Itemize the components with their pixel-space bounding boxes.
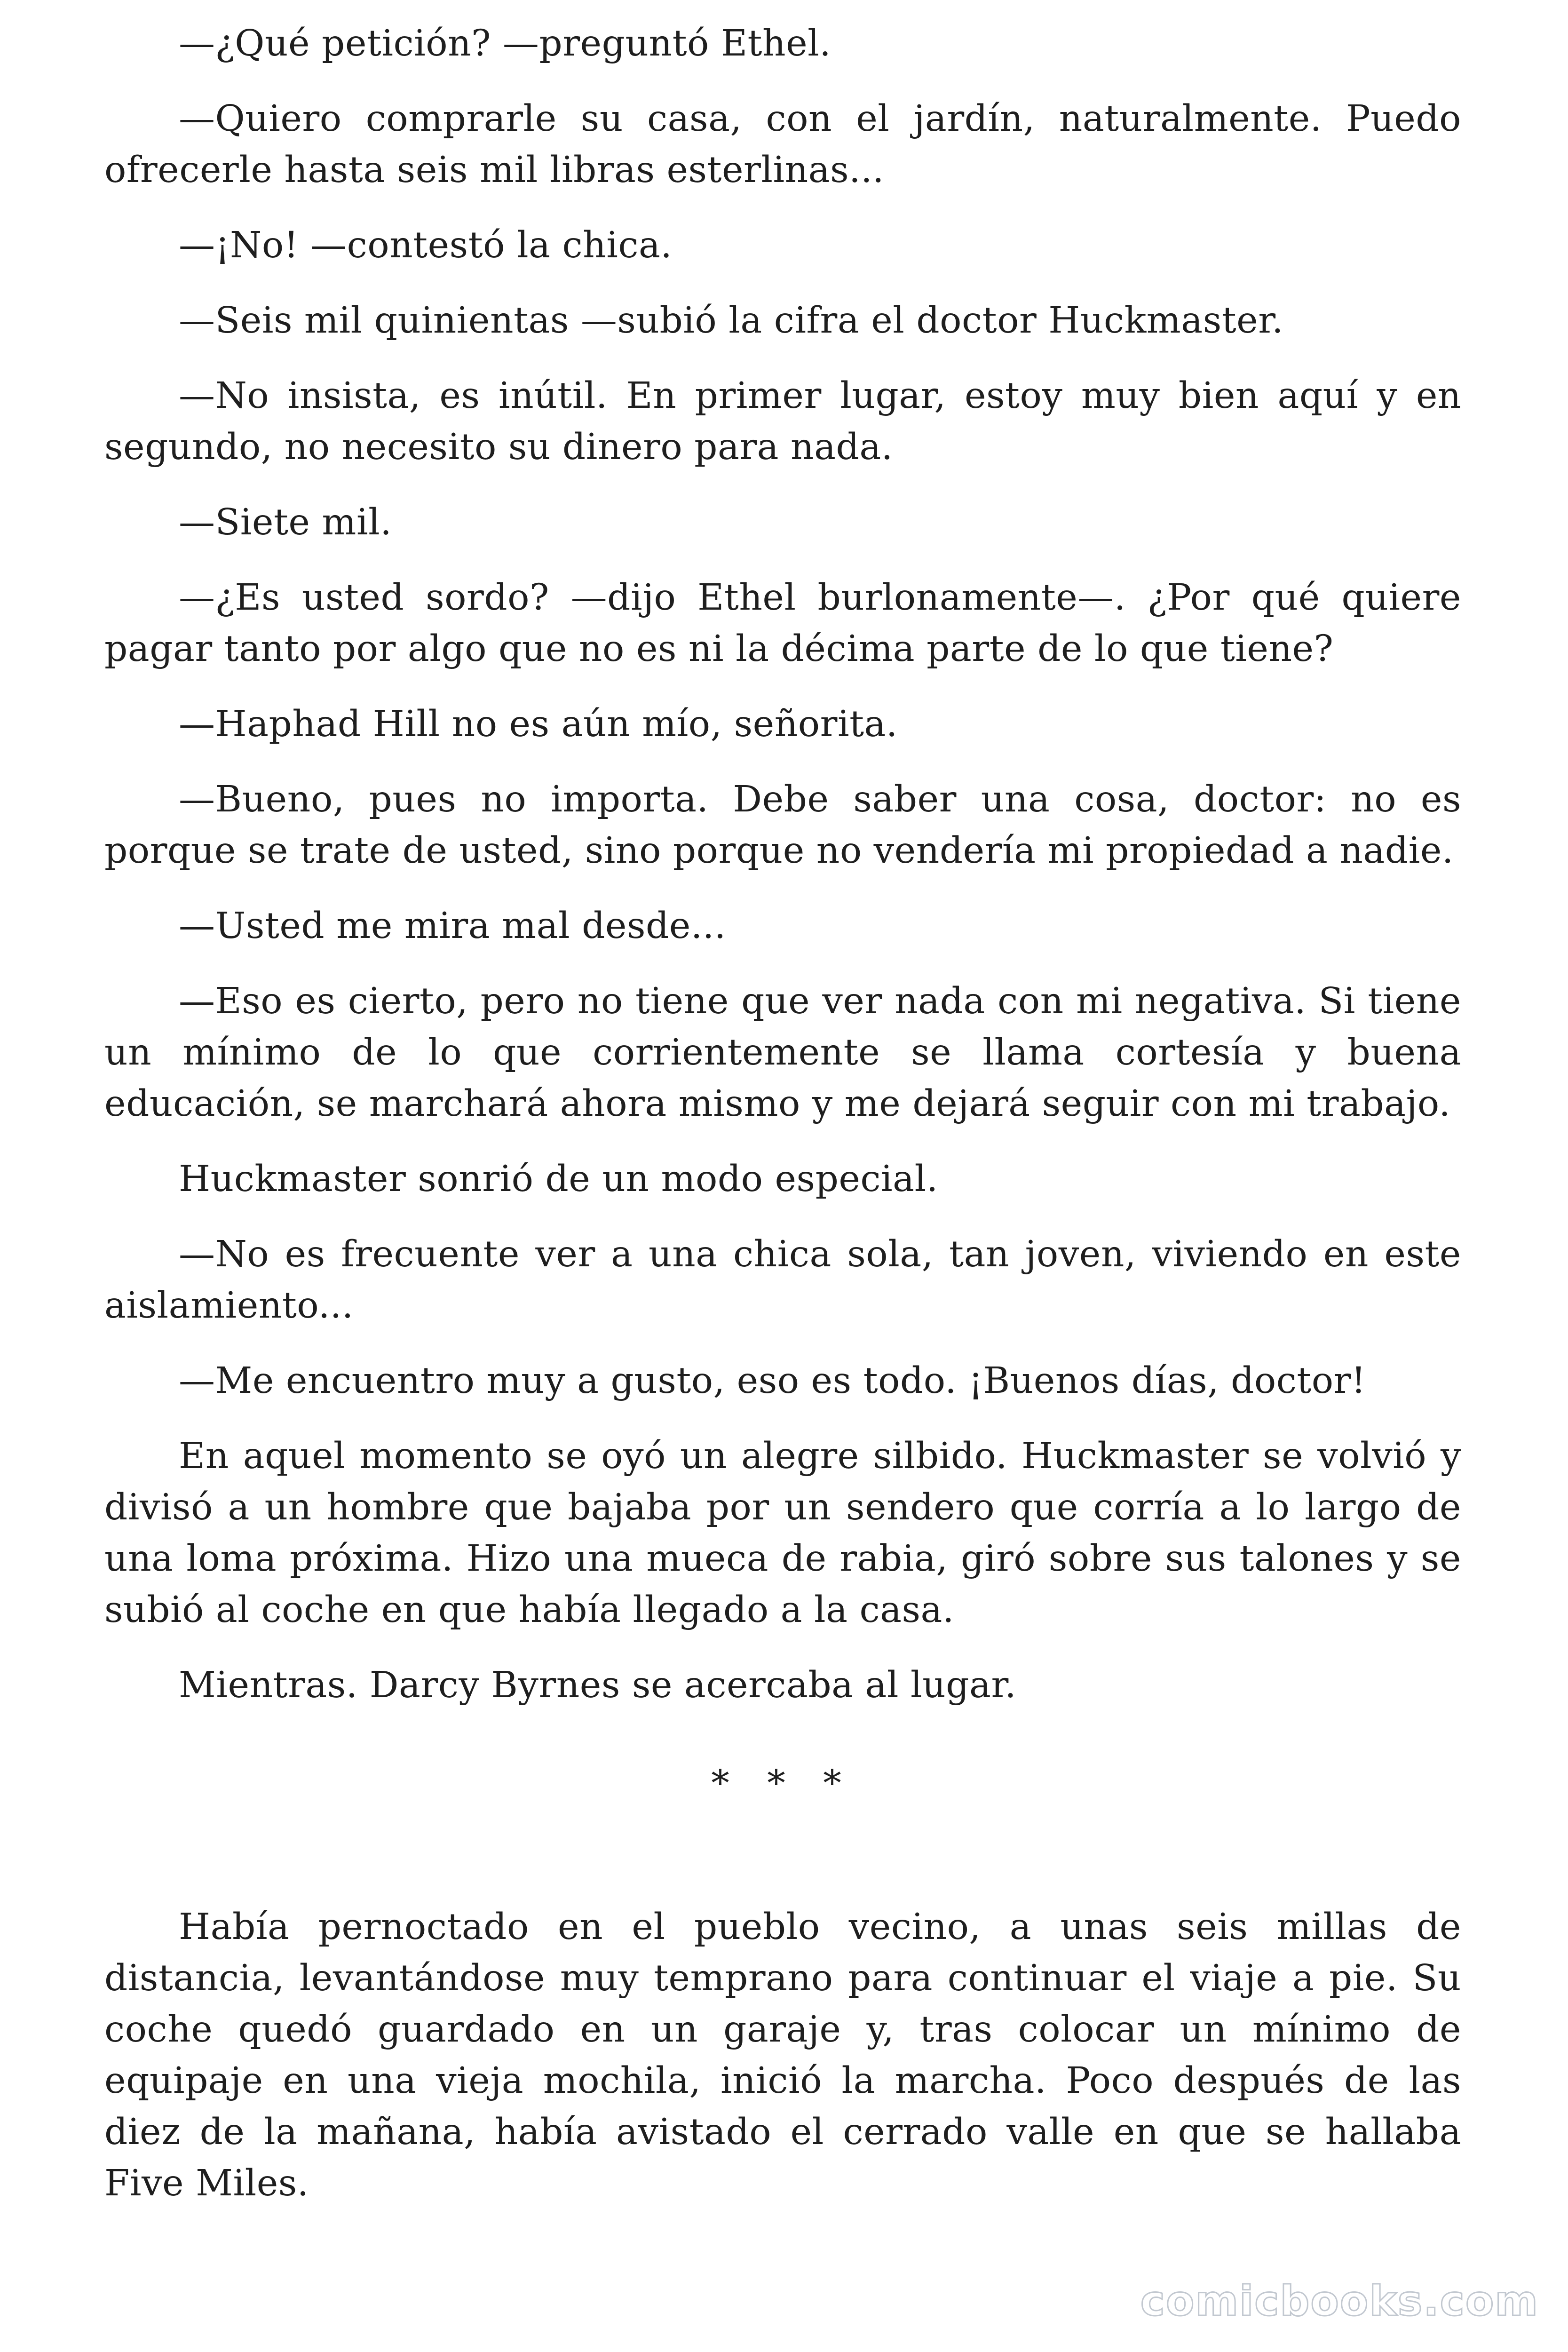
paragraph: —No insista, es inútil. En primer lugar, estoy muy bien aquí y en segundo, no necesito su dinero para nada. — [104, 375, 1461, 468]
paragraph: —No es frecuente ver a una chica sola, tan joven, viviendo en este aislamiento... — [104, 1233, 1461, 1327]
scene-break — [104, 1758, 1461, 1809]
paragraph: —¿Es usted sordo? —dijo Ethel burlonamente—. ¿Por qué quiere pagar tanto por algo que no es ni la décima parte de lo que tiene? — [104, 577, 1461, 670]
paragraph: Mientras. Darcy Byrnes se acercaba al lugar. — [179, 1664, 1017, 1706]
paragraph: —Usted me mira mal desde... — [179, 905, 726, 947]
watermark-logo: comicbooks.com — [1140, 2277, 1539, 2325]
paragraph: —Haphad Hill no es aún mío, señorita. — [179, 703, 898, 745]
page-body — [104, 18, 1461, 2233]
paragraph: —Siete mil. — [179, 501, 392, 543]
paragraph: —Seis mil quinientas —subió la cifra el doctor Huckmaster. — [179, 300, 1284, 342]
paragraph: Había pernoctado en el pueblo vecino, a unas seis millas de distancia, levantándose muy temprano para continuar el viaje a pie. Su coche quedó guardado en un garaje y, tras colocar un mínimo de equipaje en una vieja mochila, inició la marcha. Poco después de las diez de la mañana, había avistado el cerrado valle en que se hallaba Five Miles. — [104, 1906, 1461, 2204]
paragraph: —Quiero comprarle su casa, con el jardín, naturalmente. Puedo ofrecerle hasta seis mil libras esterlinas... — [104, 98, 1461, 191]
paragraph: Huckmaster sonrió de un modo especial. — [179, 1158, 938, 1200]
paragraph: En aquel momento se oyó un alegre silbido. Huckmaster se volvió y divisó a un hombre que bajaba por un sendero que corría a lo largo de una loma próxima. Hizo una mueca de rabia, giró sobre sus talones y se subió al coche en que había llegado a la casa. — [104, 1435, 1461, 1631]
paragraph: —Eso es cierto, pero no tiene que ver nada con mi negativa. Si tiene un mínimo de lo que corrientemente se llama cortesía y buena educación, se marchará ahora mismo y me dejará seguir con mi trabajo. — [104, 980, 1461, 1125]
paragraph: —¡No! —contestó la chica. — [179, 224, 673, 266]
scene-break-asterisks: * * * — [711, 1763, 855, 1804]
paragraph: —Me encuentro muy a gusto, eso es todo. ¡Buenos días, doctor! — [179, 1360, 1366, 1402]
paragraph: —Bueno, pues no importa. Debe saber una cosa, doctor: no es porque se trate de usted, sino porque no vendería mi propiedad a nadie. — [104, 779, 1461, 872]
paragraph: —¿Qué petición? —preguntó Ethel. — [179, 23, 832, 64]
